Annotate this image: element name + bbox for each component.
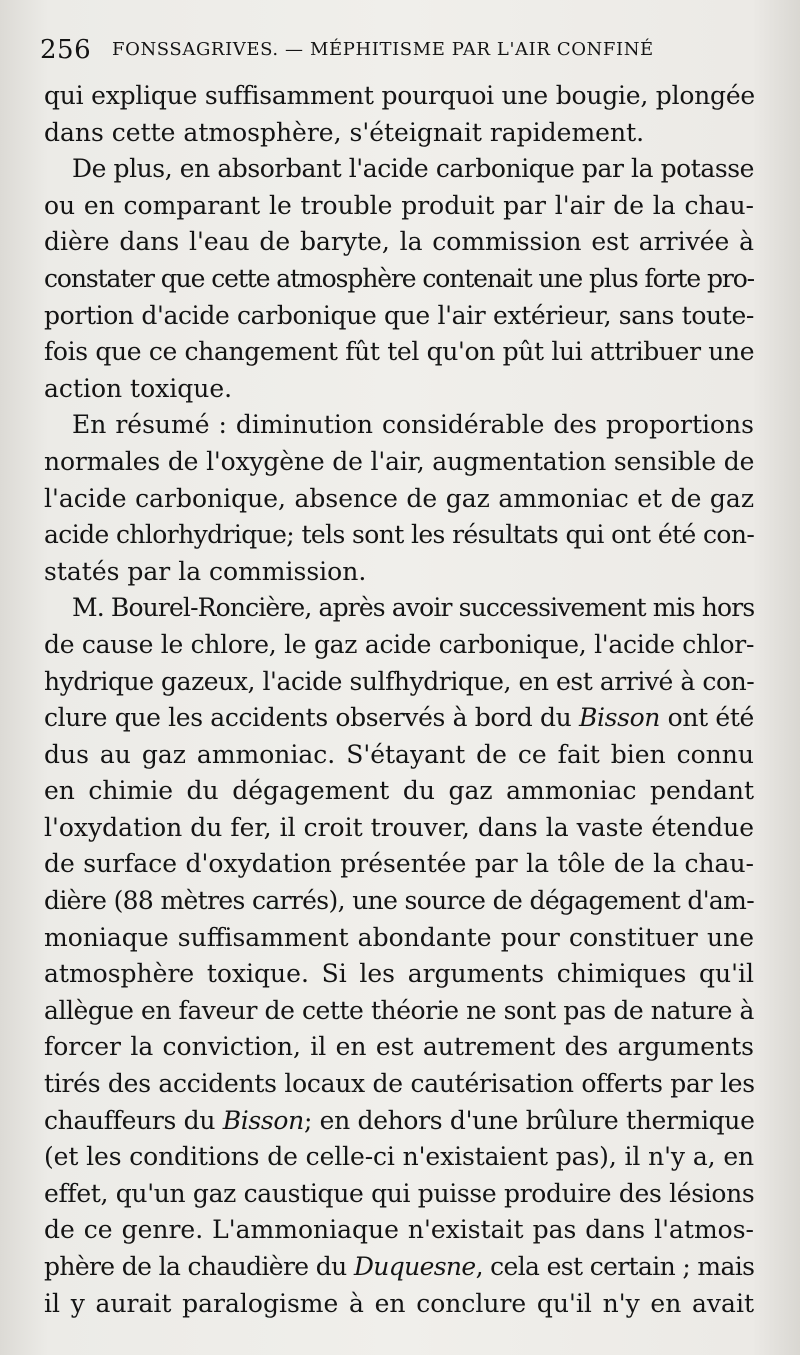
text-line: phère de la chaudière du Duquesne, cela est certain ; mais (44, 1252, 755, 1281)
text-line: constater que cette atmosphère contenait une plus forte pro- (44, 263, 754, 293)
text-line: dans cette atmosphère, s'éteignait rapidement. (44, 117, 645, 147)
text-line: clure que les accidents observés à bord du Bisson ont été (44, 703, 754, 733)
text-line: qui explique suffisamment pourquoi une bougie, plongée (44, 81, 755, 110)
text-line: de surface d'oxydation présentée par la tôle de la chau- (44, 849, 754, 879)
text-line: l'oxydation du fer, il croit trouver, dans la vaste étendue (44, 812, 754, 842)
text-line: M. Bourel-Roncière, après avoir successivement mis hors (72, 593, 755, 623)
text-line: l'acide carbonique, absence de gaz ammoniac et de gaz (44, 483, 754, 513)
text-line: (et les conditions de celle-ci n'existaient pas), il n'y a, en (44, 1142, 754, 1172)
text-line: dière dans l'eau de baryte, la commission est arrivée à (44, 227, 754, 257)
running-head: FONSSAGRIVES. — MÉPHITISME PAR L'AIR CONFINÉ (112, 39, 654, 60)
text-line: fois que ce changement fût tel qu'on pût lui attribuer une (44, 337, 755, 367)
text-line: dière (88 mètres carrés), une source de dégagement d'am- (44, 886, 754, 916)
text-line: dus au gaz ammoniac. S'étayant de ce fait bien connu (44, 739, 754, 769)
text-line: acide chlorhydrique; tels sont les résultats qui ont été con- (44, 520, 755, 550)
text-line: moniaque suffisamment abondante pour constituer une (44, 922, 754, 952)
text-line: de ce genre. L'ammoniaque n'existait pas dans l'atmos- (44, 1215, 754, 1245)
text-line: forcer la conviction, il en est autrement des arguments (44, 1032, 754, 1062)
text-line: En résumé : diminution considérable des proportions (72, 410, 754, 440)
page-header (40, 30, 760, 70)
text-line: chauffeurs du Bisson; en dehors d'une brûlure thermique (44, 1105, 755, 1135)
text-line: tirés des accidents locaux de cautérisation offerts par les (44, 1069, 755, 1099)
text-line: de cause le chlore, le gaz acide carbonique, l'acide chlor- (44, 629, 755, 659)
text-line: atmosphère toxique. Si les arguments chimiques qu'il (44, 959, 754, 989)
text-line: statés par la commission. (44, 556, 367, 586)
text-line: normales de l'oxygène de l'air, augmentation sensible de (44, 446, 755, 476)
text-line: en chimie du dégagement du gaz ammoniac pendant (44, 776, 754, 806)
text-line: hydrique gazeux, l'acide sulfhydrique, en est arrivé à con- (44, 666, 755, 696)
text-line: De plus, en absorbant l'acide carbonique par la potasse (72, 154, 754, 184)
text-line: il y aurait paralogisme à en conclure qu'il n'y en avait (44, 1288, 754, 1318)
text-line: portion d'acide carbonique que l'air extérieur, sans toute- (44, 300, 754, 330)
text-body (44, 78, 754, 1322)
text-line: ou en comparant le trouble produit par l'air de la chau- (44, 190, 754, 220)
text-line: effet, qu'un gaz caustique qui puisse produire des lésions (44, 1178, 755, 1208)
text-line: allègue en faveur de cette théorie ne sont pas de nature à (44, 995, 754, 1025)
page-number: 256 (40, 35, 92, 65)
text-line: action toxique. (44, 373, 233, 403)
